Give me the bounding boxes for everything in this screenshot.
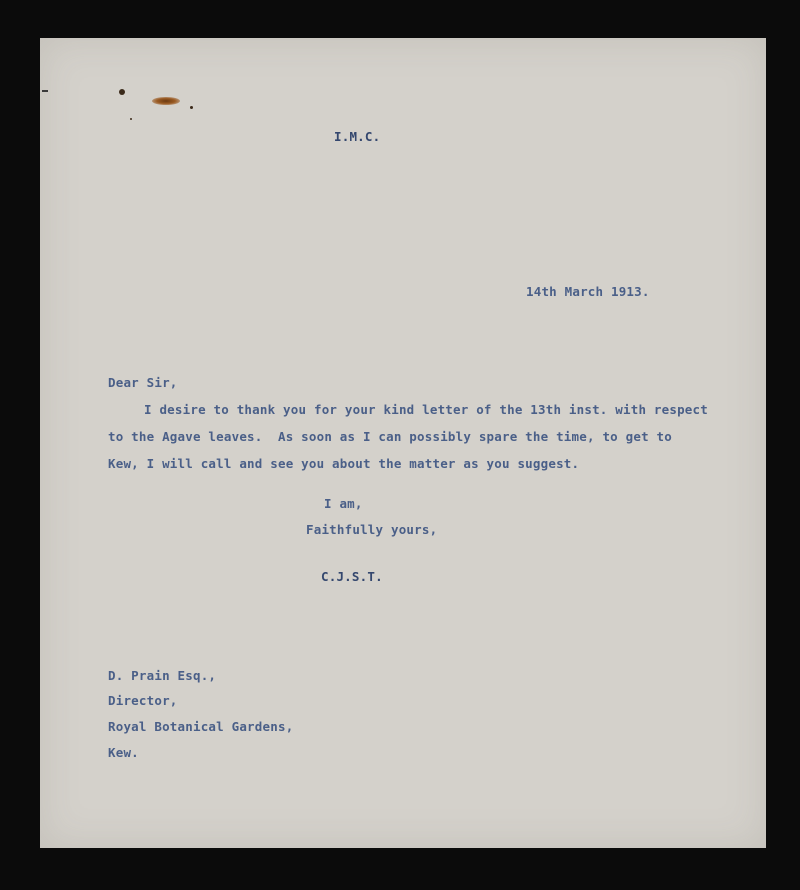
body-line-1: I desire to thank you for your kind letter of the 13th inst. with respect (144, 402, 708, 417)
rust-stain (152, 97, 180, 105)
closing-line-2: Faithfully yours, (306, 522, 438, 537)
ink-speck (130, 118, 132, 120)
closing-line-1: I am, (324, 496, 363, 511)
body-line-3: Kew, I will call and see you about the matter as you suggest. (108, 456, 580, 471)
ink-spot (119, 89, 125, 95)
addressee-line-3: Royal Botanical Gardens, (108, 719, 294, 734)
addressee-line-2: Director, (108, 693, 178, 708)
pin-mark (42, 90, 48, 92)
letter-date: 14th March 1913. (526, 284, 650, 299)
signature-initials: C.J.S.T. (321, 569, 383, 584)
salutation: Dear Sir, (108, 375, 178, 390)
addressee-line-1: D. Prain Esq., (108, 668, 217, 683)
letter-page (40, 38, 766, 848)
letter-header: I.M.C. (334, 129, 381, 144)
body-line-2: to the Agave leaves. As soon as I can possibly spare the time, to get to (108, 429, 672, 444)
ink-speck (190, 106, 193, 109)
addressee-line-4: Kew. (108, 745, 139, 760)
